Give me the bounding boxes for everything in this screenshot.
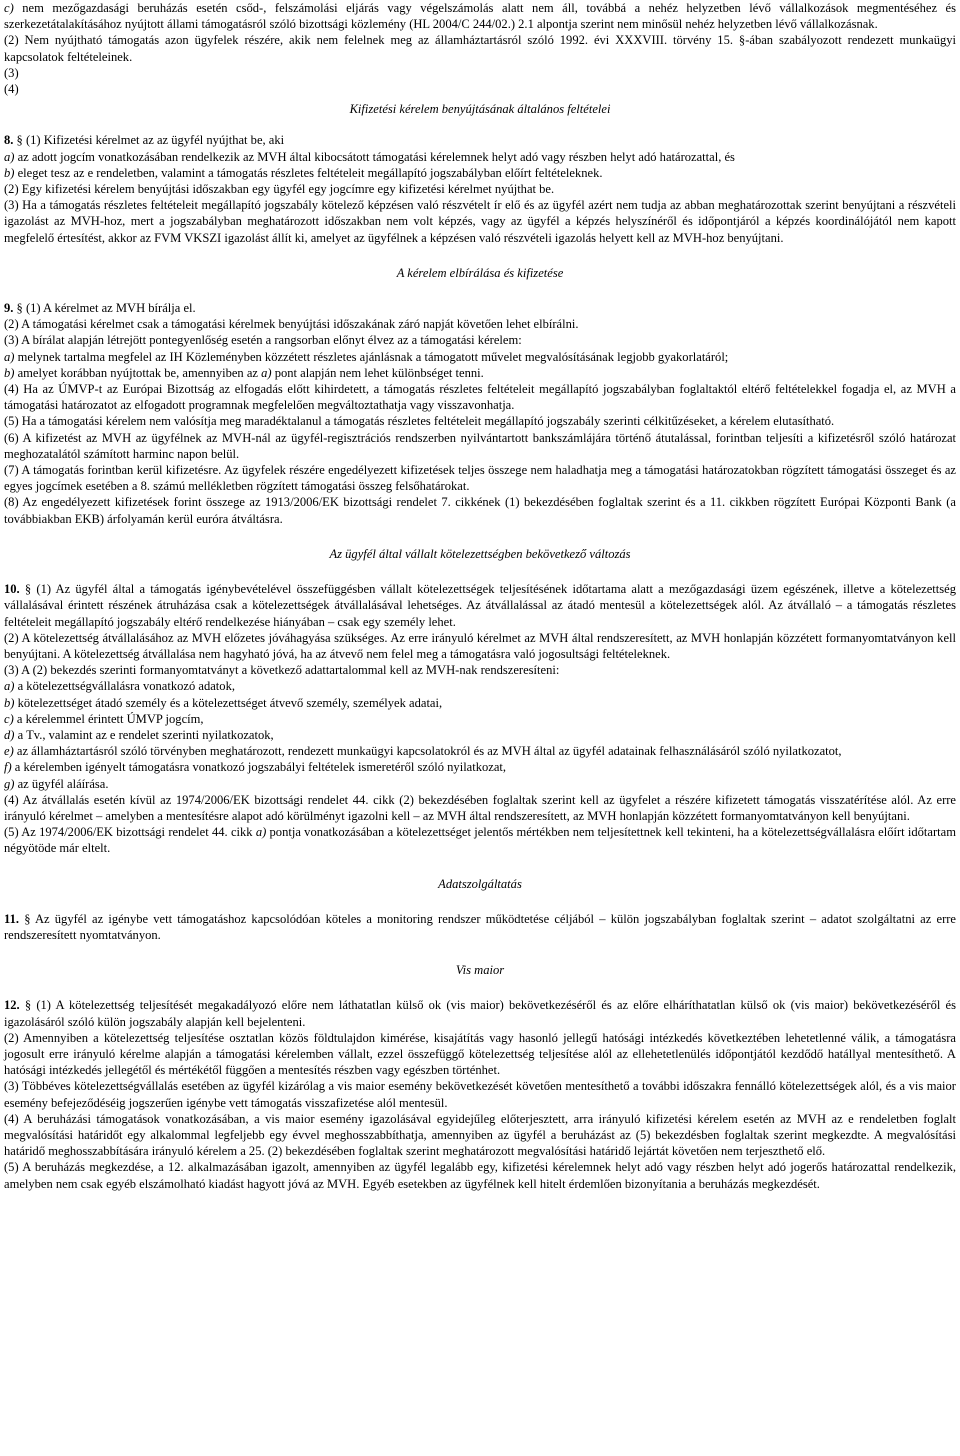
text-run: a kötelezettségvállalásra vonatkozó adatok, bbox=[14, 679, 235, 694]
paragraph bbox=[4, 316, 956, 332]
text-run: (3) bbox=[4, 65, 19, 80]
text-run: amelyet korábban nyújtottak be, amennyiben az bbox=[14, 365, 262, 380]
paragraph bbox=[4, 678, 956, 694]
paragraph bbox=[4, 662, 956, 678]
text-run: az ügyfél aláírása. bbox=[14, 776, 109, 791]
paragraph bbox=[4, 300, 956, 316]
section-number: 12. bbox=[4, 998, 20, 1013]
text-run: (2) Egy kifizetési kérelem benyújtási időszakban egy ügyfél egy jogcímre egy kifizetési kérelmet nyújthat be. bbox=[4, 182, 555, 197]
text-run: § (1) A kötelezettség teljesítését megakadályozó előre nem láthatatlan külső ok (vis maior) bekövetkezéséről és az előre elháríthatatlan külső ok (vis maior) bekövetkezéséről és igazolásáról szóló külön jogszabály alapján kell bejelenteni. bbox=[4, 998, 956, 1029]
text-run: melynek tartalma megfelel az IH Közleményben közzétett részletes ajánlásnak a támogatott művelet megvalósításának legjobb gyakorlatáról; bbox=[14, 349, 729, 364]
paragraph bbox=[4, 197, 956, 246]
paragraph bbox=[4, 759, 956, 775]
paragraph bbox=[4, 1111, 956, 1160]
paragraph bbox=[4, 630, 956, 662]
list-marker: b) bbox=[4, 695, 15, 710]
paragraph bbox=[4, 1030, 956, 1079]
paragraph bbox=[4, 181, 956, 197]
paragraph bbox=[4, 727, 956, 743]
section-number: 8. bbox=[4, 133, 14, 148]
list-marker: c) bbox=[4, 1, 14, 15]
paragraph bbox=[4, 824, 956, 856]
text-run: a Tv., valamint az e rendelet szerinti nyilatkozatok, bbox=[14, 727, 274, 742]
text-run: (8) Az engedélyezett kifizetések forint összege az 1913/2006/EK bizottsági rendelet 7. cikkének (1) bekezdésében foglaltak szerint és a 11. cikkben rögzített Európai Központi Bank (a továbbiakban EKB) árfolyamán kerül euróra átváltásra. bbox=[4, 495, 956, 526]
paragraph bbox=[4, 149, 956, 165]
list-marker: d) bbox=[4, 727, 15, 742]
text-run: (3) A bírálat alapján létrejött pontegyenlőség esetén a rangsorban előnyt élvez az a támogatási kérelem: bbox=[4, 333, 522, 348]
paragraph bbox=[4, 997, 956, 1029]
paragraph bbox=[4, 413, 956, 429]
text-run: § (1) Az ügyfél által a támogatás igénybevételével összefüggésben vállalt kötelezettségek teljesítésének időtartama alatt a mezőgazdasági üzem egészének, illetve a kötelezettség vállalásával érintett részének átruházása csak a kötelezettségek átvállalásával lehetséges. Az átvállalással az átadó mentesül a kötelezettségek alól. Az átvállaló – a támogatás részletes feltételeit megállapító jogszabály eltérő rendelkezése hiányában – csak egy személy lehet. bbox=[4, 582, 956, 629]
text-run: a kérelemben igényelt támogatásra vonatkozó jogszabályi feltételek ismeretéről szóló nyilatkozat, bbox=[11, 760, 507, 775]
text-run: (4) Ha az ÚMVP-t az Európai Bizottság az elfogadás előtt kihirdetett, a támogatás részletes feltételeit megállapító jogszabályban foglaltaktól eltérő feltételekkel fogadja el, az MVH a támogatási határozatot az elfogadott programnak megfelelően megváltoztathatja vagy visszavonhatja. bbox=[4, 382, 956, 413]
list-marker: a) bbox=[4, 349, 15, 364]
list-marker: f) bbox=[4, 760, 12, 775]
text-run: (3) Ha a támogatás részletes feltételeit megállapító jogszabály kötelező képzésen való részvételt ír elő és az ügyfél azért nem tudja az abban meghatározottak szerint benyújtani a részvételi igazolást az MVH-hoz, mert a jogszabályban meghatározott időszakban nem volt képzés, vagy az ügyfél a képzés helyszínéről és időpontjáról a képzés koordinálójától nem kapott megfelelő értesítést, akkor az FVM VKSZI igazolást állít ki, amelyet az ügyfélnek a képzésen való részvételi igazolás helyett kell az MVH-hoz benyújtani. bbox=[4, 198, 956, 245]
text-run: § (1) Kifizetési kérelmet az az ügyfél nyújthat be, aki bbox=[13, 133, 285, 148]
text-run: (2) A támogatási kérelmet csak a támogatási kérelmek benyújtási időszakának záró napját követően lehet elbírálni. bbox=[4, 317, 579, 332]
paragraph bbox=[4, 332, 956, 348]
text-run: az adott jogcím vonatkozásában rendelkezik az MVH által kibocsátott támogatási kérelemnek helyt adó vagy részben helyt adó határozattal, és bbox=[14, 149, 735, 164]
paragraph bbox=[4, 494, 956, 526]
list-marker: a) bbox=[261, 365, 272, 380]
paragraph bbox=[4, 349, 956, 365]
paragraph bbox=[4, 1159, 956, 1191]
text-run: pont alapján nem lehet különbséget tenni. bbox=[271, 365, 484, 380]
text-run: kötelezettséget átadó személy és a kötelezettséget átvevő személy, személyek adatai, bbox=[14, 695, 443, 710]
text-run: (5) Ha a támogatási kérelem nem valósítja meg maradéktalanul a támogatás részletes feltételeit megállapító jogszabály szerinti célkitűzéseket, a kérelem elutasítható. bbox=[4, 414, 835, 429]
section-number: 9. bbox=[4, 301, 14, 316]
text-run: pontja vonatkozásában a kötelezettséget jelentős mértékben nem teljesítettnek kell tekinteni, ha a kötelezettségvállalásra előírt időtartam négyötöde már eltelt. bbox=[4, 825, 956, 856]
list-marker: c) bbox=[4, 711, 14, 726]
list-marker: a) bbox=[4, 679, 15, 694]
text-run: (5) Az 1974/2006/EK bizottsági rendelet 44. cikk bbox=[4, 825, 256, 840]
text-run: (3) A (2) bekezdés szerinti formanyomtatványt a következő adattartalommal kell az MVH-nak rendszeresíteni: bbox=[4, 663, 560, 678]
paragraph bbox=[4, 581, 956, 630]
text-run: eleget tesz az e rendeletben, valamint a támogatás részletes feltételeit megállapító jogszabályban előírt feltételeknek. bbox=[14, 165, 603, 180]
paragraph bbox=[4, 365, 956, 381]
text-run: az államháztartásról szóló törvényben meghatározott, rendezett munkaügyi kapcsolatokról és az MVH által az ügyfél adatainak felhasználásáról szóló nyilatkozatot, bbox=[13, 744, 842, 759]
text-run: (4) A beruházási támogatások vonatkozásában, a vis maior esemény igazolásával egyidejűleg előterjesztett, arra irányuló kifizetési kérelem esetén az MVH az e rendeletben foglalt megvalósítási határidőt egy alkalommal legfeljebb egy évvel meghosszabbíthatja, amennyiben az ügyfél a beruházást az (5) bekezdésben foglaltak szerint megkezdte. A megvalósítási határidő meghosszabbítására irányuló kérelem a 25. (2) bekezdésében foglaltak szerint meghatározott megvalósítási határidő lejártát követően nem terjeszthető elő. bbox=[4, 1111, 956, 1159]
paragraph bbox=[4, 743, 956, 759]
paragraph bbox=[4, 65, 956, 81]
section-heading: Kifizetési kérelem benyújtásának általános feltételei bbox=[349, 102, 611, 117]
section-number: 11. bbox=[4, 911, 19, 926]
paragraph bbox=[4, 381, 956, 413]
paragraph bbox=[4, 81, 956, 97]
list-marker: g) bbox=[4, 776, 15, 791]
text-run: (5) A beruházás megkezdése, a 12. alkalmazásában igazolt, amennyiben az ügyfél legalább egy, kifizetési kérelemnek helyt adó vagy részben helyt adó jogerős határozattal rendelkezik, amelyben nem csak egyéb elszámolható kiadást hagyott jóvá az MVH. Egyéb esetekben az ügyfélnek kell hitelt érdemlően bizonyítania a beruházás megkezdését. bbox=[4, 1160, 956, 1191]
paragraph bbox=[4, 911, 956, 943]
text-run: a kérelemmel érintett ÚMVP jogcím, bbox=[13, 711, 204, 726]
text-run: (3) Többéves kötelezettségvállalás esetében az ügyfél kizárólag a vis maior esemény bekövetkezését követően mentesíthető a további időszakra fennálló kötelezettségek alól, és a vis maior esemény befejeződéséig jogszerűen igénybe vett támogatás visszafizetése alól mentesül. bbox=[4, 1079, 956, 1110]
paragraph bbox=[4, 711, 956, 727]
list-marker: b) bbox=[4, 165, 15, 180]
section-heading: Vis maior bbox=[455, 963, 505, 978]
list-marker: b) bbox=[4, 365, 15, 380]
paragraph bbox=[4, 776, 956, 792]
text-run: (4) bbox=[4, 82, 19, 97]
paragraph bbox=[4, 32, 956, 64]
paragraph bbox=[4, 165, 956, 181]
section-heading: Adatszolgáltatás bbox=[438, 876, 522, 891]
list-marker: a) bbox=[255, 825, 267, 840]
text-run: nem mezőgazdasági beruházás esetén csőd-, felszámolási eljárás vagy végelszámolás alatt nem áll, továbbá a nehéz helyzetben lévő vállalkozások megmentéséhez és szerkezetátalakításához nyújtott állami támogatásról szóló bizottsági közlemény (HL 2004/C 244/02.) 2.1 alpontja szerint nem minősül nehéz helyzetben lévő vállalkozásnak. bbox=[4, 1, 956, 32]
paragraph bbox=[4, 462, 956, 494]
text-run: (2) Amennyiben a kötelezettség teljesítése osztatlan közös földtulajdon kimérése, kisajátítás vagy hasonló jellegű hatósági intézkedés következtében lehetetlenné válik, a támogatásra jogosult erre irányuló kérelme alapján a támogatási kérelemben vállalt, ezzel összefüggő kötelezettség teljesítése alól az ellehetetlenülés időpontjától kezdődő hatállyal mentesíthető. A hatósági intézkedés jellegétől és mértékétől függően a mentesítés részben vagy egészben történhet. bbox=[4, 1030, 956, 1078]
text-run: § (1) A kérelmet az MVH bírálja el. bbox=[13, 301, 196, 316]
text-run: (6) A kifizetést az MVH az ügyfélnek az MVH-nál az ügyfél-regisztrációs rendszerben nyilvántartott bankszámlájára történő átutalással, forintban teljesíti a kifizetésről szóló határozat meghozatalától számított harminc napon belül. bbox=[4, 430, 956, 461]
paragraph bbox=[4, 1078, 956, 1110]
section-number: 10. bbox=[4, 582, 20, 597]
list-marker: a) bbox=[4, 149, 15, 164]
paragraph bbox=[4, 132, 956, 148]
text-run: (2) A kötelezettség átvállalásához az MVH előzetes jóváhagyása szükséges. Az erre irányuló kérelmet az MVH által rendszeresített, az MVH honlapján közzétett formanyomtatványon kell benyújtani. A kötelezettség átvállalása nem hagyható jóvá, ha az átvevő nem felel meg a támogatásra való jogosultsági feltételeknek. bbox=[4, 630, 956, 661]
paragraph bbox=[4, 0, 956, 32]
paragraph bbox=[4, 695, 956, 711]
text-run: (4) Az átvállalás esetén kívül az 1974/2006/EK bizottsági rendelet 44. cikk (2) bekezdésében foglaltak szerint kell az ügyfelet a részére kifizetett támogatás visszatérítése alól. Az erre irányuló kérelmet – amelyben a mentesítésre alapot adó körülményt igazolni kell – az MVH által rendszeresített, az MVH honlapján közzétett formanyomtatványon kell benyújtani. bbox=[4, 792, 956, 823]
section-heading: Az ügyfél által vállalt kötelezettségben bekövetkező változás bbox=[329, 546, 631, 561]
section-heading: A kérelem elbírálása és kifizetése bbox=[396, 265, 564, 280]
paragraph bbox=[4, 430, 956, 462]
list-marker: e) bbox=[4, 744, 14, 759]
text-run: § Az ügyfél az igénybe vett támogatáshoz kapcsolódóan köteles a monitoring rendszer működtetése céljából – külön jogszabályban foglaltak szerint – adatot szolgáltatni az erre rendszeresített nyomtatványon. bbox=[4, 911, 956, 942]
text-run: (2) Nem nyújtható támogatás azon ügyfelek részére, akik nem felelnek meg az államháztartásról szóló 1992. évi XXXVIII. törvény 15. §-ában szabályozott rendezett munkaügyi kapcsolatok feltételeinek. bbox=[4, 33, 956, 64]
paragraph bbox=[4, 792, 956, 824]
text-run: (7) A támogatás forintban kerül kifizetésre. Az ügyfelek részére engedélyezett kifizetések teljes összege nem haladhatja meg a támogatási határozatokban rögzített támogatási összeget és az egyes jogcímek esetében a 8. számú mellékletben rögzített támogatási összeg felsőhatárokat. bbox=[4, 463, 956, 494]
